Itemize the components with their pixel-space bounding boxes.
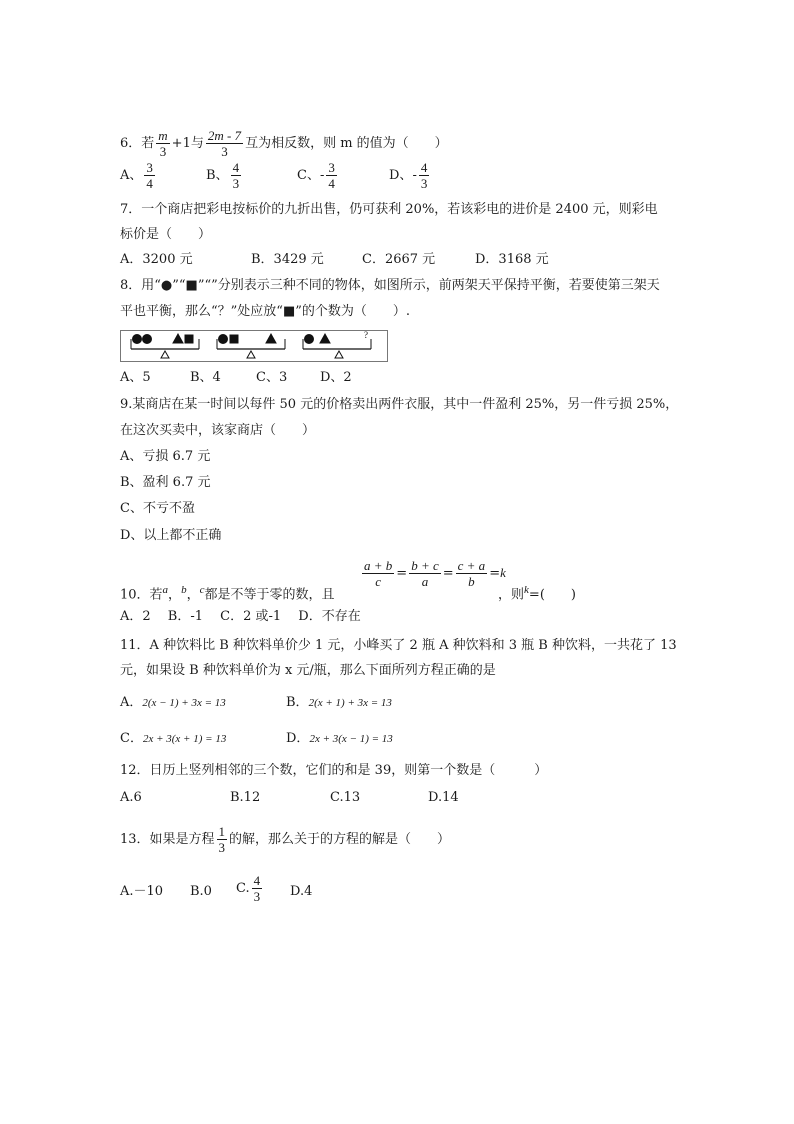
- q12-option-b[interactable]: B.12: [230, 790, 261, 805]
- q7-option-d[interactable]: D．3168 元: [475, 252, 549, 267]
- q8-option-d[interactable]: D、2: [320, 370, 352, 385]
- q7-stem-line2: 标价是（ ）: [120, 227, 212, 242]
- q12-option-c[interactable]: C.13: [330, 790, 361, 805]
- fulcrum-icon: [247, 351, 255, 358]
- square-object-icon: [185, 335, 193, 343]
- triangle-object-icon: [266, 334, 276, 343]
- q8-stem-line2: 平也平衡，那么“？”处应放“■”的个数为（ ）.: [120, 304, 410, 319]
- q8-stem-line1: 8．用“●”“■”“”分别表示三种不同的物体，如图所示，前两架天平保持平衡，若要使第三架天: [120, 278, 660, 293]
- q11-stem-line1: 11．A 种饮料比 B 种饮料单价少 1 元，小峰买了 2 瓶 A 种饮料和 3 瓶 B 种饮料，一共花了 13: [120, 638, 677, 653]
- q6-fraction-2: $\frac{2m - 7}{3}$: [207, 128, 242, 159]
- q9-option-c[interactable]: C、不亏不盈: [120, 501, 195, 516]
- circle-object-icon: [219, 335, 228, 344]
- q11-option-a[interactable]: A．2(x − 1) + 3x = 13: [120, 695, 226, 710]
- q11-stem-line2: 元，如果设 B 种饮料单价为 x 元/瓶，那么下面所列方程正确的是: [120, 663, 496, 678]
- q8-option-a[interactable]: A、5: [120, 370, 151, 385]
- fulcrum-icon: [335, 351, 343, 358]
- q7-option-b[interactable]: B．3429 元: [251, 252, 324, 267]
- q13-stem: 13．如果是方程 $\frac{1}{3}$ 的解，那么关于的方程的解是（ ）: [120, 824, 451, 855]
- circle-object-icon: [133, 335, 142, 344]
- q7-option-c[interactable]: C．2667 元: [362, 252, 436, 267]
- q12-stem: 12．日历上竖列相邻的三个数，它们的和是 39，则第一个数是（ ）: [120, 763, 548, 778]
- square-object-icon: [230, 335, 238, 343]
- circle-object-icon: [143, 335, 152, 344]
- triangle-object-icon: [320, 334, 330, 343]
- q6-prefix: 6．若: [120, 136, 155, 151]
- q6-option-c[interactable]: C、- $\frac{3}{4}$: [297, 160, 335, 191]
- q12-option-a[interactable]: A.6: [120, 790, 142, 805]
- q10-stem: 10．若$^a$，$^b$，$^c$都是不等于零的数，且: [120, 584, 335, 603]
- q9-option-a[interactable]: A、亏损 6.7 元: [120, 449, 211, 464]
- balance-figure: [120, 330, 388, 362]
- q6-option-a[interactable]: A、 $\frac{3}{4}$: [120, 160, 153, 191]
- q11-option-b[interactable]: B．2(x + 1) + 3x = 13: [286, 695, 392, 710]
- q6-suffix: 互为相反数，则 m 的值为（ ）: [245, 136, 448, 151]
- q8-option-c[interactable]: C、3: [256, 370, 288, 385]
- balance-scale-2: [217, 334, 285, 358]
- q13-option-c[interactable]: C. $\frac{4}{3}$: [236, 873, 261, 904]
- q10-options[interactable]: A．2 B．-1 C．2 或-1 D．不存在: [120, 609, 361, 624]
- q6-option-d[interactable]: D、- $\frac{4}{3}$: [389, 160, 428, 191]
- q10-equation: $\frac{a + b}{c}$ = $\frac{b + c}{a}$ = $\frac{c + a}{b}$ =k: [364, 558, 506, 589]
- q9-stem-line2: 在这次买卖中，该家商店（ ）: [120, 423, 316, 438]
- balance-scales: [121, 331, 387, 361]
- q9-option-b[interactable]: B、盈利 6.7 元: [120, 475, 211, 490]
- q9-option-d[interactable]: D、以上都不正确: [120, 528, 222, 543]
- q11-option-d[interactable]: D．2x + 3(x − 1) = 13: [286, 731, 393, 746]
- circle-object-icon: [305, 335, 314, 344]
- question-mark: ?: [364, 331, 368, 340]
- q7-stem-line1: 7．一个商店把彩电按标价的九折出售，仍可获利 20%，若该彩电的进价是 2400 元，则彩电: [120, 202, 658, 217]
- q6-mid: +1与: [171, 136, 204, 151]
- fulcrum-icon: [161, 351, 169, 358]
- q9-stem-line1: 9.某商店在某一时间以每件 50 元的价格卖出两件衣服，其中一件盈利 25%，另一件亏损 25%，: [120, 397, 679, 412]
- balance-scale-1: [131, 334, 199, 358]
- q13-option-b[interactable]: B.0: [190, 884, 212, 899]
- q6-fraction-1: $\frac{m}{3}$: [158, 128, 168, 159]
- q12-option-d[interactable]: D.14: [428, 790, 459, 805]
- balance-scale-3: [303, 331, 371, 358]
- q7-option-a[interactable]: A．3200 元: [120, 252, 193, 267]
- q6-stem: [120, 128, 448, 159]
- q11-option-c[interactable]: C．2x + 3(x + 1) = 13: [120, 731, 227, 746]
- q10-tail: ，则$^k$=( ): [498, 584, 576, 603]
- q13-option-d[interactable]: D.4: [290, 884, 313, 899]
- q13-option-a[interactable]: A.－10: [120, 884, 164, 899]
- q6-option-b[interactable]: B、 $\frac{4}{3}$: [206, 160, 240, 191]
- q8-option-b[interactable]: B、4: [190, 370, 221, 385]
- triangle-object-icon: [173, 334, 183, 343]
